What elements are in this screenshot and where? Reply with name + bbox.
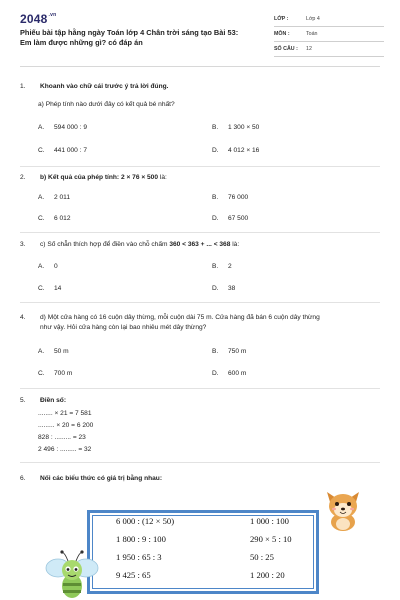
meta-key: SỐ CÂU : (274, 46, 298, 52)
meta-value: 12 (306, 46, 312, 52)
worksheet-title: Phiếu bài tập hằng ngày Toán lớp 4 Chân trời sáng tạo Bài 53: Em làm được những gì? có đáp án (20, 28, 239, 47)
meta-row-class (274, 12, 384, 27)
left-expression[interactable]: 9 425 : 65 (116, 570, 151, 580)
option-2d[interactable]: D. 67 500 (212, 215, 249, 222)
right-expression[interactable]: 1 200 : 20 (250, 570, 285, 580)
question-divider (20, 302, 380, 303)
option-3d[interactable]: D. 38 (212, 285, 236, 292)
meta-value: Lớp 4 (306, 16, 320, 22)
question-stem: Nối các biểu thức có giá trị bằng nhau: (40, 475, 163, 482)
question-number: 3. (20, 241, 26, 248)
question-1-sub: a) Phép tính nào dưới đây có kết quả bé nhất? (38, 101, 175, 108)
question-number: 1. (20, 83, 26, 90)
option-3a[interactable]: A. 0 (38, 263, 58, 270)
question-number: 4. (20, 314, 26, 321)
option-2c[interactable]: C. 6 012 (38, 215, 71, 222)
option-1c[interactable]: C. 441 000 : 7 (38, 147, 87, 154)
question-number: 2. (20, 174, 26, 181)
question-divider (20, 462, 380, 463)
question-divider (20, 166, 380, 167)
right-expression[interactable]: 1 000 : 100 (250, 516, 289, 526)
option-3b[interactable]: B. 2 (212, 263, 232, 270)
right-expression[interactable]: 290 × 5 : 10 (250, 534, 292, 544)
question-divider (20, 232, 380, 233)
question-divider (20, 388, 380, 389)
option-4b[interactable]: B. 750 m (212, 348, 247, 355)
option-1a[interactable]: A. 594 000 : 9 (38, 124, 87, 131)
question-stem: Khoanh vào chữ cái trước ý trả lời đúng. (40, 83, 169, 90)
option-1b[interactable]: B. 1 300 × 50 (212, 124, 260, 131)
header-divider (20, 66, 380, 67)
option-4c[interactable]: C. 700 m (38, 370, 73, 377)
left-expression[interactable]: 1 800 : 9 : 100 (116, 534, 166, 544)
meta-panel (274, 12, 384, 57)
question-stem: b) Kết quả của phép tính: 2 × 76 × 500 là: (40, 174, 167, 181)
left-expression[interactable]: 1 950 : 65 : 3 (116, 552, 162, 562)
option-2a[interactable]: A. 2 011 (38, 194, 71, 201)
meta-row-subject (274, 27, 384, 42)
question-number: 5. (20, 397, 26, 404)
matching-box (87, 510, 319, 594)
option-1d[interactable]: D. 4 012 × 16 (212, 147, 260, 154)
worksheet-header (20, 12, 382, 60)
meta-row-count (274, 42, 384, 57)
option-4d[interactable]: D. 600 m (212, 370, 247, 377)
site-logo[interactable]: $2048^{.vn}$ (20, 12, 57, 26)
dog-mascot-icon (321, 490, 365, 532)
question-stem: d) Một cửa hàng có 16 cuộn dây thừng, mỗi cuộn dài 75 m. Cửa hàng đã bán 6 cuộn dây thừng như vậy. Hỏi cửa hàng còn lại bao nhiêu mét dây thừng? (40, 314, 320, 331)
meta-key: LỚP : (274, 16, 289, 22)
question-stem: c) Số chẵn thích hợp để điền vào chỗ chấm 360 < 363 + ... < 368 là: (40, 241, 240, 248)
question-stem: Điền số: (40, 397, 67, 404)
fill-blank-line[interactable]: ........ × 21 = 7 581 (38, 410, 92, 417)
option-3c[interactable]: C. 14 (38, 285, 62, 292)
option-2b[interactable]: B. 76 000 (212, 194, 249, 201)
bee-mascot-icon (42, 548, 102, 600)
fill-blank-line[interactable]: 2 496 : ......... = 32 (38, 446, 92, 453)
right-expression[interactable]: 50 : 25 (250, 552, 274, 562)
left-expression[interactable]: 6 000 : (12 × 50) (116, 516, 175, 526)
question-number: 6. (20, 475, 26, 482)
meta-value: Toán (306, 31, 318, 37)
meta-key: MÔN : (274, 31, 290, 37)
fill-blank-line[interactable]: 828 : ......... = 23 (38, 434, 86, 441)
fill-blank-line[interactable]: ......... × 20 = 6 200 (38, 422, 94, 429)
option-4a[interactable]: A. 50 m (38, 348, 69, 355)
